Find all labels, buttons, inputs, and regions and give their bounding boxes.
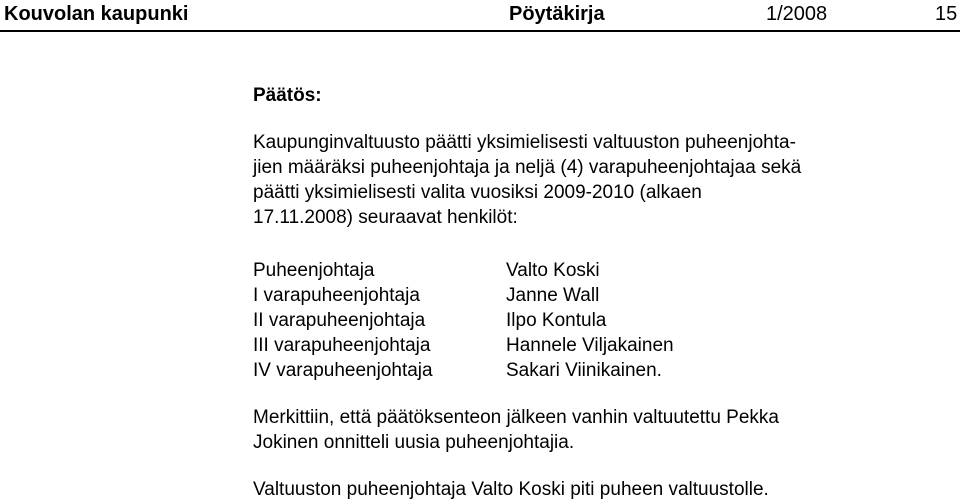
officer-role: Puheenjohtaja — [253, 260, 375, 281]
officer-row — [253, 283, 753, 308]
decision-paragraph — [253, 130, 801, 230]
officer-row — [253, 358, 753, 383]
organization-name: Kouvolan kaupunki — [4, 3, 189, 25]
officer-row — [253, 258, 753, 283]
officer-row — [253, 308, 753, 333]
officer-name: Sakari Viinikainen. — [506, 360, 662, 381]
officer-name: Ilpo Kontula — [506, 310, 607, 331]
officer-name: Hannele Viljakainen — [506, 335, 674, 356]
speech-paragraph — [253, 477, 769, 502]
document-type: Pöytäkirja — [509, 3, 605, 25]
officer-role: IV varapuheenjohtaja — [253, 360, 433, 381]
paragraph-line: jien määräksi puheenjohtaja ja neljä (4) varapuheenjohtajaa sekä — [253, 157, 802, 178]
paragraph-line: päätti yksimielisesti valita vuosiksi 2009-2010 (alkaen — [253, 182, 702, 203]
officer-row — [253, 333, 753, 358]
page-header — [0, 2, 960, 30]
paragraph-line: Kaupunginvaltuusto päätti yksimielisesti valtuuston puheenjohta- — [253, 132, 796, 153]
page-number: 15 — [935, 3, 958, 25]
document-number: 1/2008 — [766, 3, 828, 25]
paragraph-line: Valtuuston puheenjohtaja Valto Koski piti puheen valtuustolle. — [253, 479, 769, 500]
officer-name: Valto Koski — [506, 260, 600, 281]
paragraph-line: 17.11.2008) seuraavat henkilöt: — [253, 207, 518, 228]
paragraph-line: Merkittiin, että päätöksenteon jälkeen vanhin valtuutettu Pekka — [253, 407, 779, 428]
officer-role: I varapuheenjohtaja — [253, 285, 420, 306]
officer-role: II varapuheenjohtaja — [253, 310, 426, 331]
officer-role: III varapuheenjohtaja — [253, 335, 431, 356]
header-divider — [0, 30, 960, 32]
officer-name: Janne Wall — [506, 285, 600, 306]
officers-list — [253, 258, 753, 383]
congratulation-paragraph — [253, 405, 779, 455]
decision-heading: Päätös: — [253, 85, 322, 106]
paragraph-line: Jokinen onnitteli uusia puheenjohtajia. — [253, 432, 575, 453]
